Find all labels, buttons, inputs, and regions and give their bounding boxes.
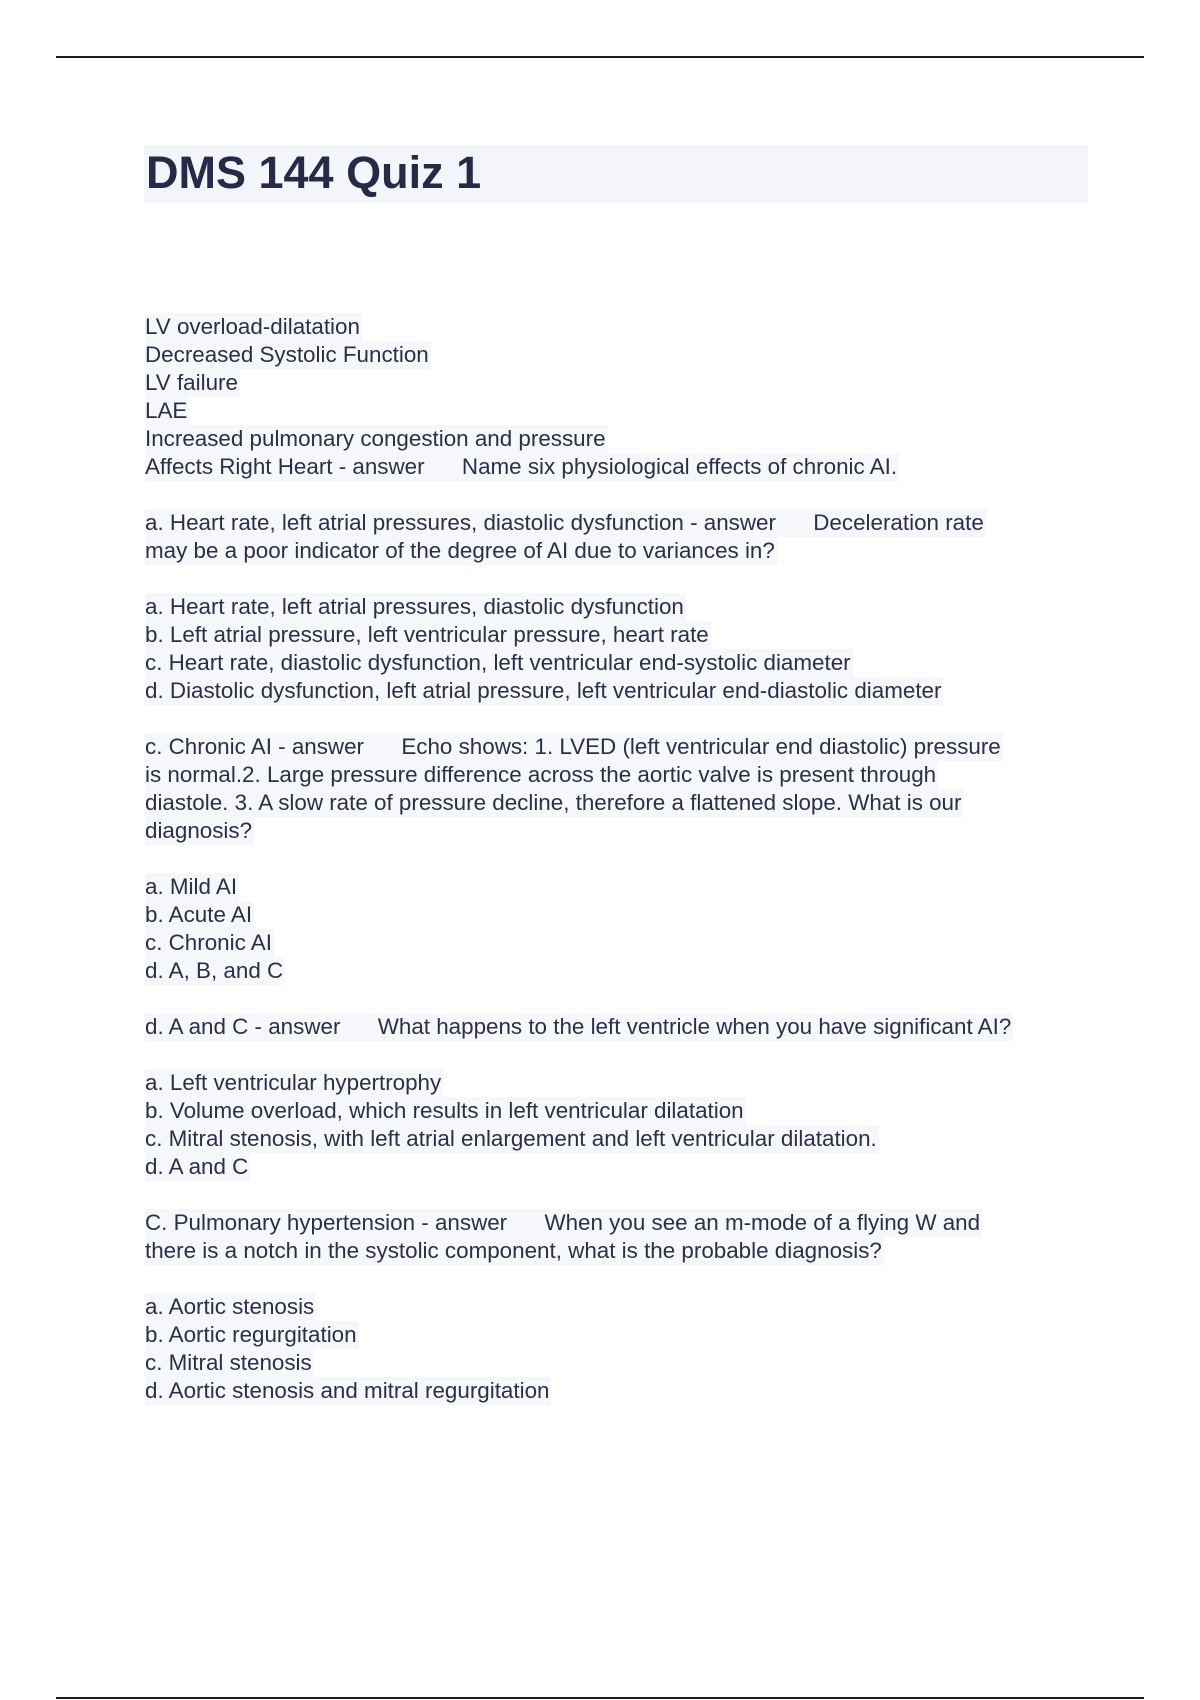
- text-line: b. Aortic regurgitation: [145, 1322, 357, 1347]
- text-block-9: [145, 1293, 1105, 1405]
- paragraph-gap: [145, 845, 1105, 873]
- text-line: diastole. 3. A slow rate of pressure decline, therefore a flattened slope. What is our: [145, 790, 962, 815]
- text-block-4: [145, 733, 1105, 845]
- paragraph-gap: [145, 1181, 1105, 1209]
- text-line: C. Pulmonary hypertension - answer When you see an m-mode of a flying W and: [145, 1210, 981, 1235]
- paragraph-gap: [145, 985, 1105, 1013]
- paragraph-gap: [145, 1265, 1105, 1293]
- text-line: is normal.2. Large pressure difference across the aortic valve is present through: [145, 762, 937, 787]
- text-block-3: [145, 593, 1105, 705]
- text-line: may be a poor indicator of the degree of AI due to variances in?: [145, 538, 775, 563]
- text-line: b. Acute AI: [145, 902, 253, 927]
- text-line: diagnosis?: [145, 818, 253, 843]
- text-line: a. Heart rate, left atrial pressures, diastolic dysfunction - answer Deceleration rate: [145, 510, 984, 535]
- document-title: DMS 144 Quiz 1: [146, 147, 482, 198]
- text-block-6: [145, 1013, 1105, 1041]
- text-line: d. Aortic stenosis and mitral regurgitation: [145, 1378, 550, 1403]
- text-block-7: [145, 1069, 1105, 1181]
- text-line: a. Left ventricular hypertrophy: [145, 1070, 442, 1095]
- paragraph-gap: [145, 1041, 1105, 1069]
- text-line: b. Left atrial pressure, left ventricular pressure, heart rate: [145, 622, 709, 647]
- text-block-1: [145, 313, 1105, 481]
- text-line: LV overload-dilatation: [145, 314, 360, 339]
- paragraph-gap: [145, 705, 1105, 733]
- paragraph-gap: [145, 481, 1105, 509]
- text-block-8: [145, 1209, 1105, 1265]
- text-line: d. Diastolic dysfunction, left atrial pressure, left ventricular end-diastolic diameter: [145, 678, 942, 703]
- text-line: Decreased Systolic Function: [145, 342, 429, 367]
- text-line: a. Mild AI: [145, 874, 238, 899]
- header-rule: [56, 56, 1144, 58]
- text-line: d. A and C - answer What happens to the left ventricle when you have significant AI?: [145, 1014, 1012, 1039]
- text-line: c. Chronic AI - answer Echo shows: 1. LVED (left ventricular end diastolic) pressure: [145, 734, 1001, 759]
- text-line: c. Chronic AI: [145, 930, 272, 955]
- text-line: Affects Right Heart - answer Name six physiological effects of chronic AI.: [145, 454, 898, 479]
- text-line: d. A, B, and C: [145, 958, 284, 983]
- text-line: a. Aortic stenosis: [145, 1294, 315, 1319]
- text-block-5: [145, 873, 1105, 985]
- text-line: c. Mitral stenosis: [145, 1350, 312, 1375]
- text-line: LAE: [145, 398, 188, 423]
- document-body: [145, 313, 1105, 1405]
- text-line: a. Heart rate, left atrial pressures, diastolic dysfunction: [145, 594, 684, 619]
- text-line: b. Volume overload, which results in left ventricular dilatation: [145, 1098, 744, 1123]
- paragraph-gap: [145, 565, 1105, 593]
- footer-rule: [56, 1697, 1144, 1699]
- text-line: Increased pulmonary congestion and pressure: [145, 426, 606, 451]
- text-line: d. A and C: [145, 1154, 249, 1179]
- text-line: c. Heart rate, diastolic dysfunction, left ventricular end-systolic diameter: [145, 650, 851, 675]
- text-line: LV failure: [145, 370, 238, 395]
- text-line: c. Mitral stenosis, with left atrial enlargement and left ventricular dilatation.: [145, 1126, 877, 1151]
- text-block-2: [145, 509, 1105, 565]
- text-line: there is a notch in the systolic component, what is the probable diagnosis?: [145, 1238, 882, 1263]
